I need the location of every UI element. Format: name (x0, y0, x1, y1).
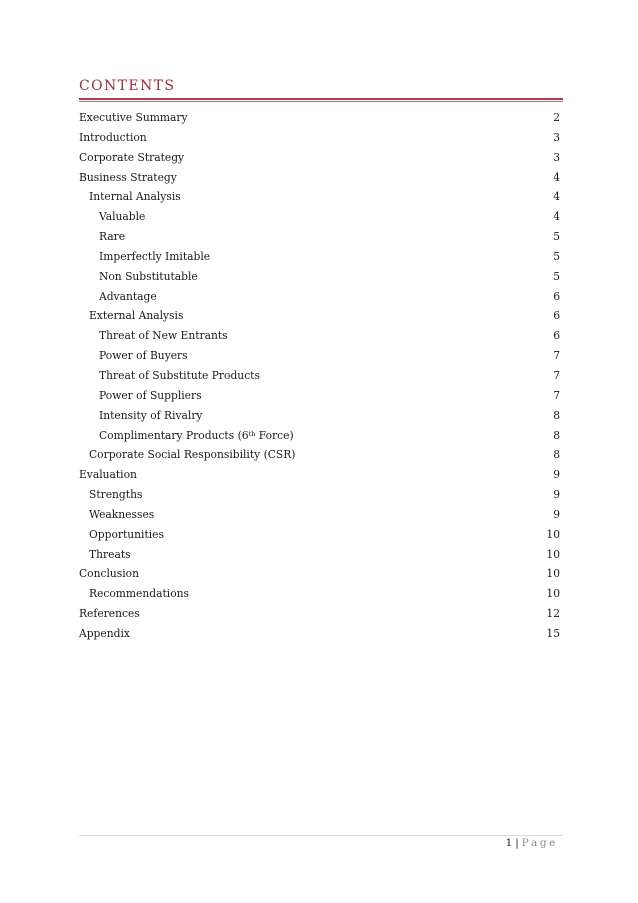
toc-entry-label (99, 349, 188, 362)
toc-entry[interactable] (79, 465, 560, 485)
toc-entry-label (79, 111, 188, 124)
toc-entry-page-number: 8 (553, 408, 560, 422)
toc-entry[interactable] (79, 267, 560, 287)
toc-entry[interactable] (79, 386, 560, 406)
toc-entry-page-number: 9 (553, 507, 560, 521)
toc-entry-text: Threat of Substitute Products (99, 368, 260, 382)
toc-entry[interactable] (79, 227, 560, 247)
toc-entry-page-number: 9 (553, 468, 560, 482)
toc-entry-text: Strengths (89, 488, 143, 502)
toc-entry-page-number: 5 (553, 230, 560, 244)
toc-entry-text: Introduction (79, 130, 147, 144)
toc-entry-label (89, 508, 154, 521)
toc-entry-text: Threats (89, 547, 131, 561)
toc-entry-text-suffix: Force) (255, 428, 294, 442)
heading-rule (79, 98, 563, 100)
toc-entry-label (79, 567, 139, 580)
toc-entry-text: Intensity of Rivalry (99, 408, 203, 422)
toc-entry-text: Evaluation (79, 468, 137, 482)
toc-entry-page-number: 6 (553, 289, 560, 303)
toc-entry-label (79, 131, 147, 144)
toc-entry-text: Rare (99, 230, 126, 244)
toc-entry-text: Power of Suppliers (99, 388, 202, 402)
toc-entry[interactable] (79, 426, 560, 446)
toc-entry-text: External Analysis (89, 309, 184, 323)
toc-entry-label (99, 369, 260, 382)
toc-entry-page-number: 4 (553, 170, 560, 184)
toc-entry-label (99, 250, 210, 263)
toc-entry-text: Internal Analysis (89, 190, 181, 204)
toc-entry-text: Recommendations (89, 587, 189, 601)
toc-entry-text: Executive Summary (79, 111, 188, 124)
toc-entry[interactable] (79, 168, 560, 188)
toc-entry-label (99, 409, 202, 422)
toc-entry-label (79, 151, 184, 164)
toc-entry-label (89, 548, 131, 561)
toc-entry-label (89, 488, 142, 501)
toc-entry-page-number: 7 (553, 388, 560, 402)
toc-entry[interactable] (79, 545, 560, 565)
toc-entry-page-number: 10 (546, 547, 560, 561)
toc-entry-page-number: 8 (553, 428, 560, 442)
page-title: CONTENTS (79, 78, 176, 94)
toc-entry-label (99, 329, 228, 342)
toc-entry-page-number: 10 (546, 567, 560, 581)
toc-entry[interactable] (79, 247, 560, 267)
toc-entry-page-number: 6 (553, 309, 560, 323)
heading-rule-secondary (79, 101, 563, 102)
toc-entry-text: Business Strategy (79, 170, 177, 184)
toc-entry-label (99, 270, 198, 283)
toc-entry-label (89, 448, 295, 461)
footer-divider (79, 835, 563, 836)
toc-entry-text: Weaknesses (89, 507, 155, 521)
toc-entry-label (89, 587, 189, 600)
toc-entry-page-number: 4 (553, 190, 560, 204)
toc-entry-label (89, 528, 164, 541)
toc-entry-label (99, 389, 202, 402)
toc-entry[interactable] (79, 406, 560, 426)
toc-entry-label (79, 607, 140, 620)
toc-entry-page-number: 7 (553, 349, 560, 363)
toc-entry-page-number: 9 (553, 488, 560, 502)
toc-entry-label (99, 429, 294, 442)
toc-entry[interactable] (79, 604, 560, 624)
footer-separator: | (515, 837, 519, 849)
toc-entry-label (99, 230, 125, 243)
toc-entry-label (89, 190, 181, 203)
toc-entry-page-number: 3 (553, 130, 560, 144)
toc-entry[interactable] (79, 287, 560, 307)
toc-entry-label (79, 468, 137, 481)
toc-entry-page-number: 2 (553, 111, 560, 124)
toc-entry-text: Threat of New Entrants (99, 329, 228, 343)
toc-entry[interactable] (79, 148, 560, 168)
toc-entry-text: Valuable (99, 210, 146, 224)
toc-entry[interactable] (79, 485, 560, 505)
toc-entry-text: References (79, 607, 140, 621)
toc-entry[interactable] (79, 505, 560, 525)
toc-entry-page-number: 5 (553, 249, 560, 263)
toc-entry-text: Non Substitutable (99, 269, 198, 283)
toc-entry[interactable] (79, 306, 560, 326)
toc-entry[interactable] (79, 128, 560, 148)
toc-entry-label (79, 627, 130, 640)
toc-entry-text: Power of Buyers (99, 349, 188, 363)
toc-entry-text: Complimentary Products (6 (99, 428, 249, 442)
toc-entry[interactable] (79, 525, 560, 545)
toc-entry-page-number: 5 (553, 269, 560, 283)
toc-entry-text: Appendix (79, 626, 130, 640)
toc-entry-page-number: 10 (546, 587, 560, 601)
toc-entry-text: Corporate Social Responsibility (CSR) (89, 448, 296, 462)
toc-entry-page-number: 12 (546, 607, 560, 621)
toc-entry[interactable] (79, 624, 560, 644)
toc-entry[interactable] (79, 564, 560, 584)
toc-entry-page-number: 6 (553, 329, 560, 343)
toc-entry-page-number: 3 (553, 150, 560, 164)
toc-entry[interactable] (79, 346, 560, 366)
toc-entry-page-number: 15 (546, 626, 560, 640)
toc-entry-label (99, 290, 157, 303)
table-of-contents (79, 108, 560, 644)
toc-entry[interactable] (79, 108, 560, 128)
toc-entry[interactable] (79, 207, 560, 227)
toc-entry[interactable] (79, 366, 560, 386)
toc-entry-page-number: 8 (553, 448, 560, 462)
toc-entry[interactable] (79, 584, 560, 604)
toc-entry-page-number: 10 (546, 527, 560, 541)
toc-entry-superscript: th (248, 429, 256, 438)
toc-entry-text: Corporate Strategy (79, 150, 185, 164)
toc-entry-text: Imperfectly Imitable (99, 249, 211, 263)
toc-entry-page-number: 4 (553, 210, 560, 224)
toc-entry-label (89, 309, 183, 322)
toc-entry-label (79, 171, 177, 184)
toc-entry-text: Advantage (99, 289, 157, 303)
toc-entry[interactable] (79, 326, 560, 346)
toc-entry[interactable] (79, 187, 560, 207)
toc-entry-label (99, 210, 145, 223)
footer-page-label: Page (521, 837, 558, 849)
footer-page-number: 1 (505, 837, 513, 849)
toc-entry-page-number: 7 (553, 368, 560, 382)
toc-entry[interactable] (79, 445, 560, 465)
page-footer (506, 837, 558, 849)
toc-entry-text: Opportunities (89, 527, 164, 541)
toc-entry-text: Conclusion (79, 567, 140, 581)
